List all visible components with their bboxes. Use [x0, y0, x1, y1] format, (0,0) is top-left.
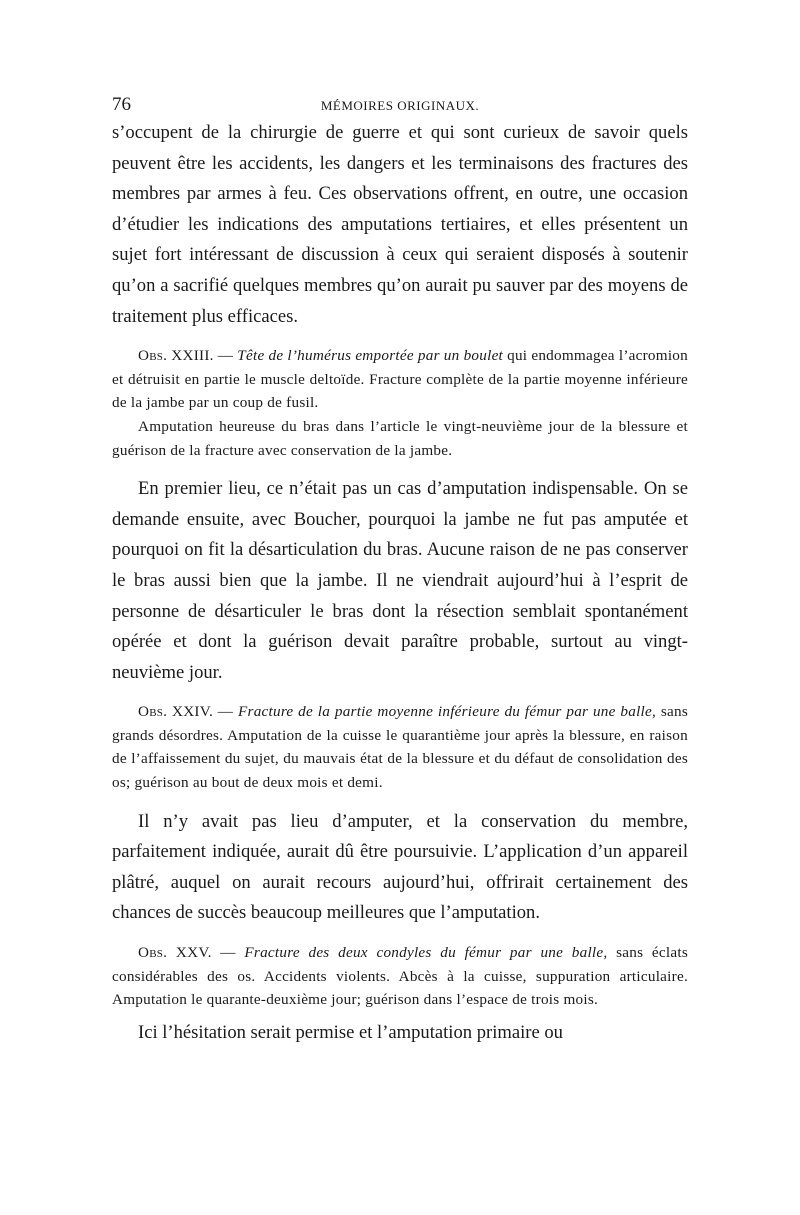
obs-text: sans éclats considérables des os. Accidents violents. Abcès à la cuisse, suppuration articulaire. Amputation le quarante-deuxième jour; guérison dans l’espace de trois mois.: [112, 944, 688, 1009]
observation-xxv: [112, 941, 688, 1012]
obs-dash: —: [213, 347, 238, 365]
obs-title: Tête de l’humérus emportée par un boulet: [237, 347, 504, 365]
obs-label: Obs. XXIII.: [138, 347, 214, 365]
paragraph-commentary-xxiv: Il n’y avait pas lieu d’amputer, et la conservation du membre, parfaitement indiquée, aurait dû être poursuivie. L’application d’un appareil plâtré, auquel on aurait recours aujourd’hui, offrirait certainement des chances de succès beaucoup meilleures que l’amputation.: [112, 810, 688, 924]
running-head: [112, 94, 688, 116]
observation-xxiii-outcome: Amputation heureuse du bras dans l’article le vingt-neuvième jour de la blessure et guérison de la fracture avec conservation de la jambe.: [112, 417, 688, 459]
obs-label: Obs. XXIV.: [138, 703, 214, 721]
running-title: MÉMOIRES ORIGINAUX.: [320, 98, 480, 113]
obs-dash: —: [213, 703, 238, 721]
page-number: 76: [112, 94, 131, 115]
spacer: [112, 688, 688, 700]
paragraph-commentary-xxiii: En premier lieu, ce n’était pas un cas d’amputation indispensable. On se demande ensuite, avec Boucher, pourquoi la jambe ne fut pas amputée et pourquoi on fit la désarticulation du bras. Aucune raison de ne pas conserver le bras aussi bien que la jambe. Il ne viendrait aujourd’hui à l’esprit de personne de désarticuler le bras dont la résection semblait spontanément opérée et dont la guérison devait paraître probable, surtout au vingt-neuvième jour.: [112, 478, 688, 683]
obs-title: Fracture de la partie moyenne inférieure du fémur par une balle,: [238, 703, 657, 721]
obs-dash: —: [211, 944, 245, 962]
paragraph-intro: s’occupent de la chirurgie de guerre et qui sont curieux de savoir quels peuvent être les accidents, les dangers et les terminaisons des fractures des membres par armes à feu. Ces observations offrent, en outre, une occasion d’étudier les indications des amputations tertiaires, et elles présentent un sujet fort intéressant de discussion à ceux qui seraient disposés à soutenir qu’on a sacrifié quelques membres qu’on aurait pu sauver par des moyens de traitement plus efficaces.: [112, 122, 688, 327]
spacer: [112, 929, 688, 941]
obs-text: sans grands désordres. Amputation de la cuisse le quarantième jour après la blessure, en raison de l’affaissement du sujet, du mauvais état de la blessure et du défaut de consolidation des os; guérison au bout de deux mois et demi.: [112, 703, 688, 792]
obs-text: qui endommagea l’acromion et détruisit en partie le muscle deltoïde. Fracture complète de la partie moyenne inférieure de la jambe par un coup de fusil.: [112, 347, 688, 412]
spacer: [112, 332, 688, 344]
paragraph-commentary-xxv: Ici l’hésitation serait permise et l’amputation primaire ou: [138, 1021, 563, 1043]
page: [112, 94, 688, 1048]
spacer: [112, 795, 688, 807]
spacer: [112, 462, 688, 474]
observation-xxiv: [112, 700, 688, 794]
obs-title: Fracture des deux condyles du fémur par une balle,: [244, 944, 608, 962]
observation-xxiii: [112, 344, 688, 415]
obs-label: Obs. XXV.: [138, 944, 212, 962]
